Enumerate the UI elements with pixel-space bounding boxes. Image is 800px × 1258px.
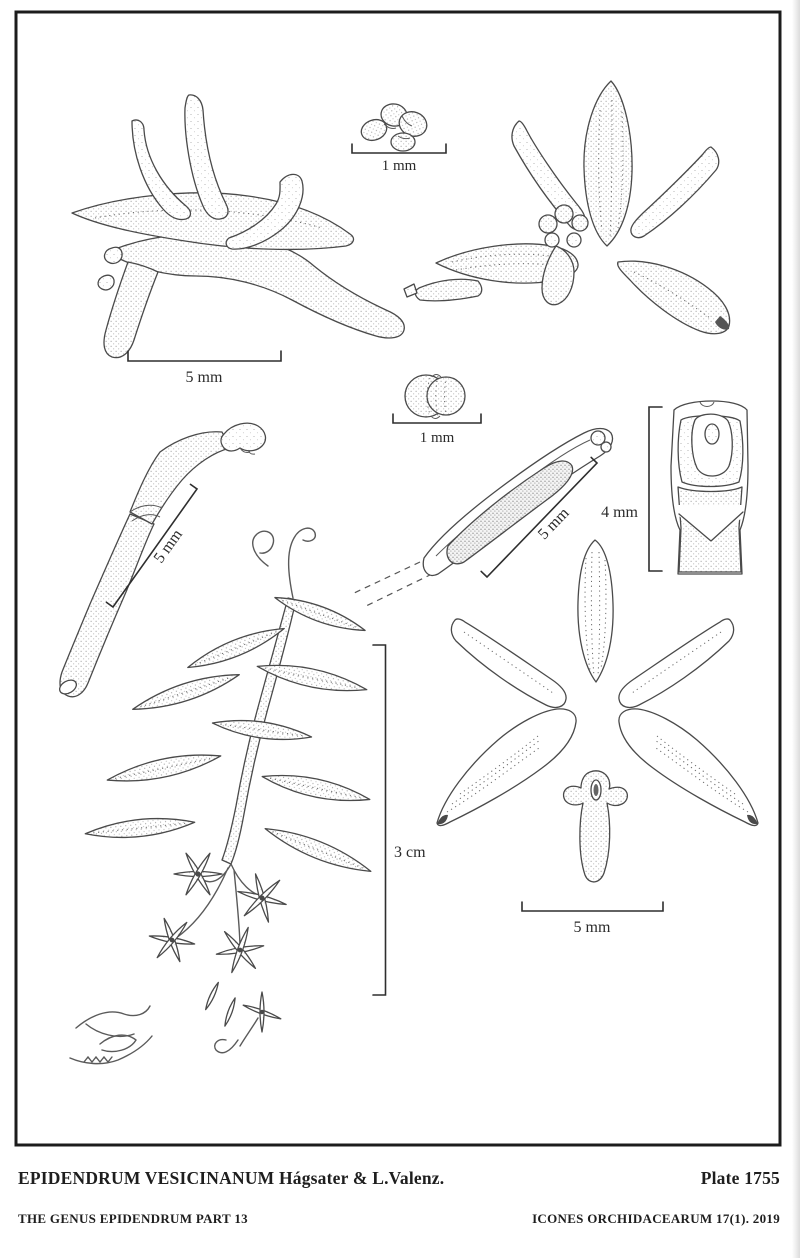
plate-title: EPIDENDRUM VESICINANUM Hágsater & L.Valenz. [18, 1168, 445, 1188]
figure-flower-three-quarter-view [404, 81, 730, 334]
figure-floral-dissection [437, 540, 758, 882]
scale-bar-label: 4 mm [601, 504, 638, 521]
artist-signature [70, 1006, 152, 1064]
figure-column-apex-frontal [671, 401, 748, 574]
scale-bar-label: 3 cm [394, 844, 426, 861]
scale-bar-dissection-5mm [522, 902, 663, 936]
footer-series-row [18, 1211, 780, 1227]
figure-seed-capsule [405, 375, 465, 419]
plate-number: Plate 1755 [700, 1168, 780, 1188]
scale-bar-label: 5 mm [573, 919, 611, 936]
scale-bar-capsule-1mm [393, 414, 481, 446]
scale-bar-flower-lateral-5mm [128, 351, 281, 386]
scale-bar-label: 5 mm [534, 504, 573, 544]
figure-pollinarium [358, 102, 430, 151]
volume-citation: ICONES ORCHIDACEARUM 17(1). 2019 [532, 1211, 780, 1226]
scale-bar-label: 5 mm [150, 526, 186, 567]
scale-bar-habit-3cm [373, 645, 426, 995]
footer-caption-row [18, 1168, 780, 1189]
scale-bar-label: 1 mm [419, 430, 455, 446]
scale-bar-label: 1 mm [381, 158, 417, 174]
figure-flower-lateral-view [72, 95, 404, 358]
scale-bar-label: 5 mm [185, 369, 223, 386]
series-title: THE GENUS EPIDENDRUM PART 13 [18, 1211, 248, 1226]
figure-flower-longitudinal-section [352, 429, 613, 607]
figure-plant-habit [84, 528, 374, 1053]
